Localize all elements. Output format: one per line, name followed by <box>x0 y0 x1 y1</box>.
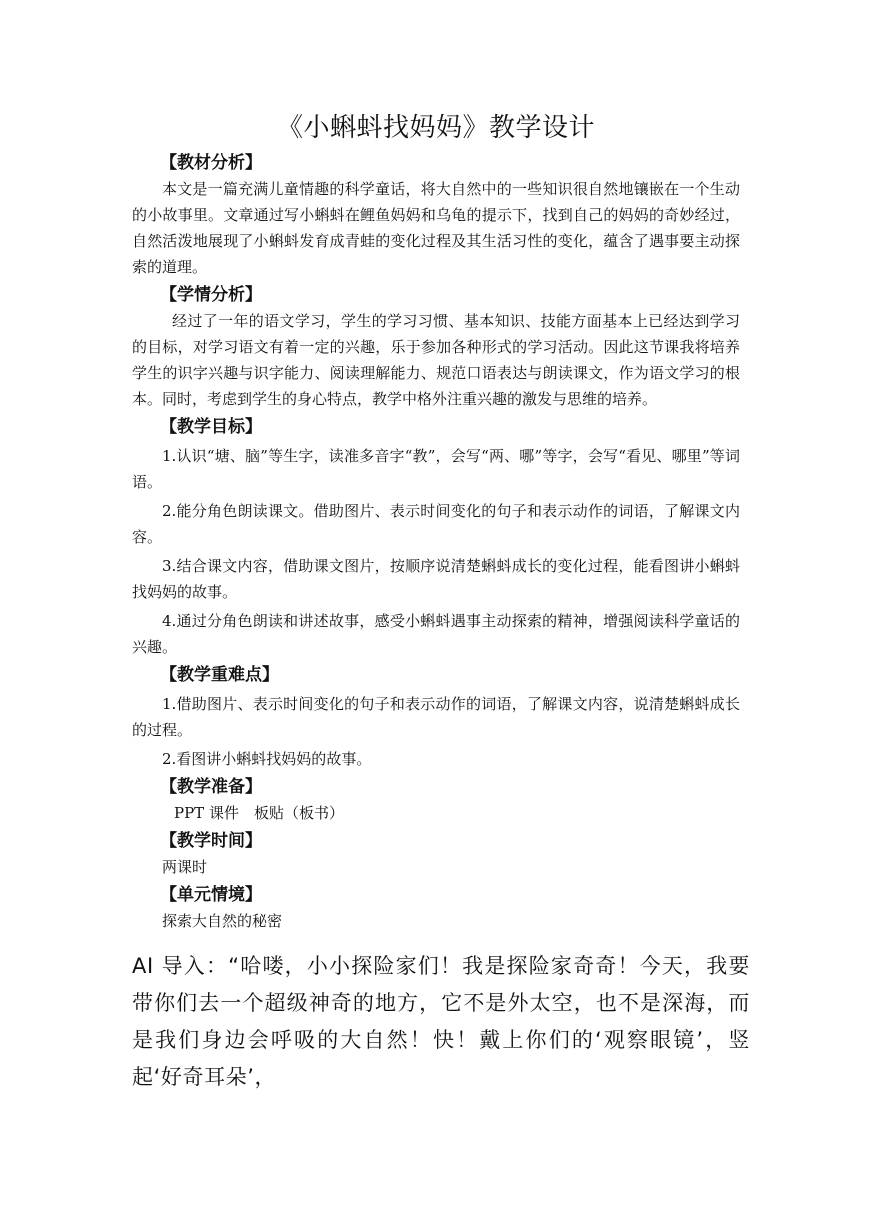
section-heading-unit-context: 【单元情境】 <box>160 885 262 905</box>
material-analysis-paragraph: 本文是一篇充满儿童情趣的科学童话，将大自然中的一些知识很自然地镶嵌在一个生动的小故事里。文章通过写小蝌蚪在鲤鱼妈妈和乌龟的提示下，找到自己的妈妈的奇妙经过，自然活泼地展现了小蝌蚪发育成青蛙的变化过程及其生活习性的变化，蕴含了遇事要主动探索的道理。 <box>132 180 740 276</box>
time-text: 两课时 <box>162 858 208 876</box>
section-heading-key-points: 【教学重难点】 <box>160 665 279 685</box>
preparation-text: PPT 课件 板贴（板书） <box>174 804 344 822</box>
document-title: 《小蝌蚪找妈妈》教学设计 <box>276 113 595 143</box>
goal-item: 1.认识“塘、脑”等生字，读准多音字“教”，会写“两、哪”等字，会写“看见、哪里”等词语。 <box>132 447 740 491</box>
section-heading-goals: 【教学目标】 <box>160 417 262 437</box>
section-heading-student-analysis: 【学情分析】 <box>160 285 262 305</box>
ai-intro-paragraph: AI 导入：“哈喽，小小探险家们！我是探险家奇奇！今天，我要带你们去一个超级神奇的地方，它不是外太空，也不是深海，而是我们身边会呼吸的大自然！快！戴上你们的‘观察眼镜’，竖起‘好奇耳朵’， <box>132 954 750 1089</box>
section-heading-preparation: 【教学准备】 <box>160 777 262 797</box>
section-heading-material-analysis: 【教材分析】 <box>160 153 262 173</box>
unit-context-text: 探索大自然的秘密 <box>162 912 283 930</box>
section-heading-time: 【教学时间】 <box>160 831 262 851</box>
goal-item: 4.通过分角色朗读和讲述故事，感受小蝌蚪遇事主动探索的精神，增强阅读科学童话的兴趣。 <box>132 612 740 656</box>
key-point-item: 1.借助图片、表示时间变化的句子和表示动作的词语，了解课文内容，说清楚蝌蚪成长的过程。 <box>132 695 740 739</box>
student-analysis-paragraph: 经过了一年的语文学习，学生的学习习惯、基本知识、技能方面基本上已经达到学习的目标，对学习语文有着一定的兴趣，乐于参加各种形式的学习活动。因此这节课我将培养学生的识字兴趣与识字能力、阅读理解能力、规范口语表达与朗读课文，作为语文学习的根本。同时，考虑到学生的身心特点，教学中格外注重兴趣的激发与思维的培养。 <box>132 312 740 408</box>
goal-item: 3.结合课文内容，借助课文图片，按顺序说清楚蝌蚪成长的变化过程，能看图讲小蝌蚪找妈妈的故事。 <box>132 557 740 601</box>
goal-item: 2.能分角色朗读课文。借助图片、表示时间变化的句子和表示动作的词语，了解课文内容。 <box>132 502 740 546</box>
key-point-item: 2.看图讲小蝌蚪找妈妈的故事。 <box>162 750 372 768</box>
